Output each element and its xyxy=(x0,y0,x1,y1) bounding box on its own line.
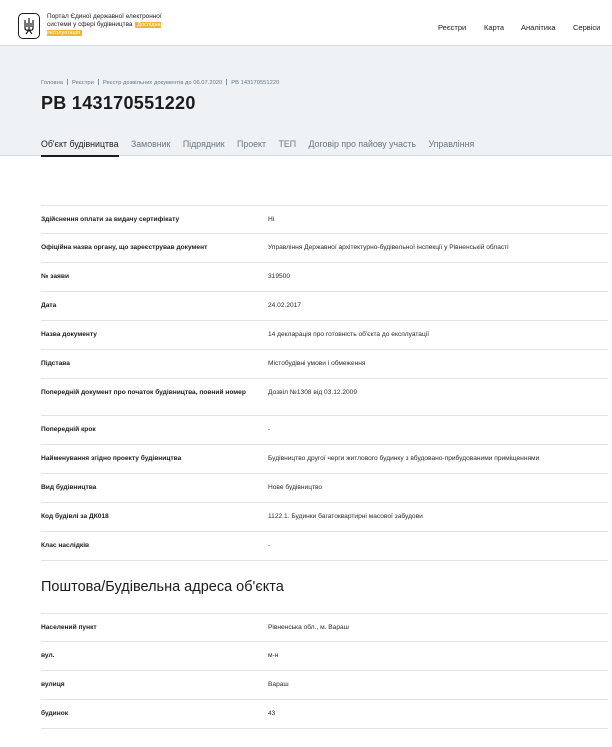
address-label: вулиця xyxy=(41,681,65,688)
detail-row xyxy=(41,474,608,503)
address-label: Населений пункт xyxy=(41,624,97,631)
address-value: 43 xyxy=(268,710,276,717)
breadcrumb xyxy=(41,79,279,86)
detail-value: 319500 xyxy=(268,273,291,280)
detail-label: Попередній крок xyxy=(41,426,96,433)
address-label: вул. xyxy=(41,652,55,659)
detail-row xyxy=(41,503,608,532)
trident-logo-icon[interactable] xyxy=(18,13,40,39)
nav-services[interactable]: Сервіси xyxy=(573,23,601,32)
address-row xyxy=(41,613,608,642)
tab-share-agreement[interactable]: Договір про пайову участь xyxy=(308,139,416,149)
detail-value: Містобудівні умови і обмеження xyxy=(268,360,366,367)
tab-construction-object[interactable]: Об'єкт будівництва xyxy=(41,139,119,156)
address-value: Рівненська обл., м. Вараш xyxy=(268,624,349,631)
tab-customer[interactable]: Замовник xyxy=(130,139,171,149)
detail-label: № заяви xyxy=(41,273,69,280)
detail-value: 24.02.2017 xyxy=(268,302,302,309)
breadcrumb-separator xyxy=(98,79,99,85)
breadcrumb-separator xyxy=(226,79,227,85)
detail-value: Будівництво другої черги житлового будинку з вбудовано-прибудованими приміщеннями xyxy=(268,455,540,462)
detail-label: Дата xyxy=(41,302,57,309)
detail-row xyxy=(41,205,608,234)
beta-badge: Дослідна експлуатація xyxy=(47,22,161,36)
detail-row xyxy=(41,350,608,379)
detail-row xyxy=(41,416,608,445)
portal-name-text: Портал Єдиної державної електронної системи у сфері будівництва xyxy=(47,13,162,28)
detail-label: Код будівлі за ДК018 xyxy=(41,513,109,520)
address-section-title: Поштова/Будівельна адреса об'єкта xyxy=(41,579,284,595)
tab-project[interactable]: Проект xyxy=(237,139,267,149)
address-value: Вараш xyxy=(268,681,289,688)
breadcrumb-current: РВ 143170551220 xyxy=(231,80,280,86)
detail-value: 14 декларація про готовність об'єкта до експлуатації xyxy=(268,331,430,338)
detail-label: Попередній документ про початок будівництва, повний номер xyxy=(41,389,246,396)
top-navigation-bar xyxy=(0,0,612,46)
detail-value: - xyxy=(268,542,271,549)
detail-label: Підстава xyxy=(41,360,70,367)
breadcrumb-permit-registry[interactable]: Реєстр дозвільних документів до 06.07.2020 xyxy=(102,80,223,86)
detail-label: Найменування згідно проекту будівництва xyxy=(41,455,182,462)
address-row xyxy=(41,642,608,671)
detail-row xyxy=(41,532,608,561)
detail-row xyxy=(41,445,608,474)
tab-management[interactable]: Управління xyxy=(428,139,475,149)
breadcrumb-registries[interactable]: Реєстри xyxy=(72,80,94,86)
detail-value: 1122.1. Будинки багатоквартирні масової забудови xyxy=(268,513,423,520)
detail-row xyxy=(41,292,608,321)
nav-map[interactable]: Карта xyxy=(484,23,505,32)
address-row xyxy=(41,671,608,700)
nav-analytics[interactable]: Аналітика xyxy=(521,23,556,32)
tab-contractor[interactable]: Підрядник xyxy=(182,139,225,149)
detail-row xyxy=(41,379,608,416)
address-label: будинок xyxy=(41,710,69,717)
page-title: РВ 143170551220 xyxy=(41,93,196,113)
tab-tep[interactable]: ТЕП xyxy=(278,139,297,149)
detail-label: Клас наслідків xyxy=(41,542,90,549)
detail-row xyxy=(41,234,608,263)
detail-label: Вид будівництва xyxy=(41,484,97,491)
detail-label: Здійснення оплати за видачу сертифікату xyxy=(41,216,180,223)
detail-label: Назва документу xyxy=(41,331,97,338)
detail-value: - xyxy=(268,426,271,433)
detail-value: Нове будівництво xyxy=(268,484,323,491)
nav-registries[interactable]: Реєстри xyxy=(438,23,467,32)
trident-icon xyxy=(22,17,36,35)
address-row xyxy=(41,700,608,729)
detail-label: Офіційна назва органу, що зареєстрував документ xyxy=(41,244,208,251)
detail-row xyxy=(41,321,608,350)
portal-name[interactable] xyxy=(47,13,177,37)
address-value: м-н xyxy=(268,652,279,659)
breadcrumb-home[interactable]: Головна xyxy=(41,80,64,86)
breadcrumb-separator xyxy=(67,79,68,85)
tab-bar xyxy=(41,139,484,156)
detail-value: Дозвіл №1308 від 03.12.2009 xyxy=(268,389,358,396)
detail-value: Управління Державної архітектурно-будівельної інспекції у Рівненській області xyxy=(268,244,509,251)
detail-value: Ні xyxy=(268,216,275,223)
detail-row xyxy=(41,263,608,292)
